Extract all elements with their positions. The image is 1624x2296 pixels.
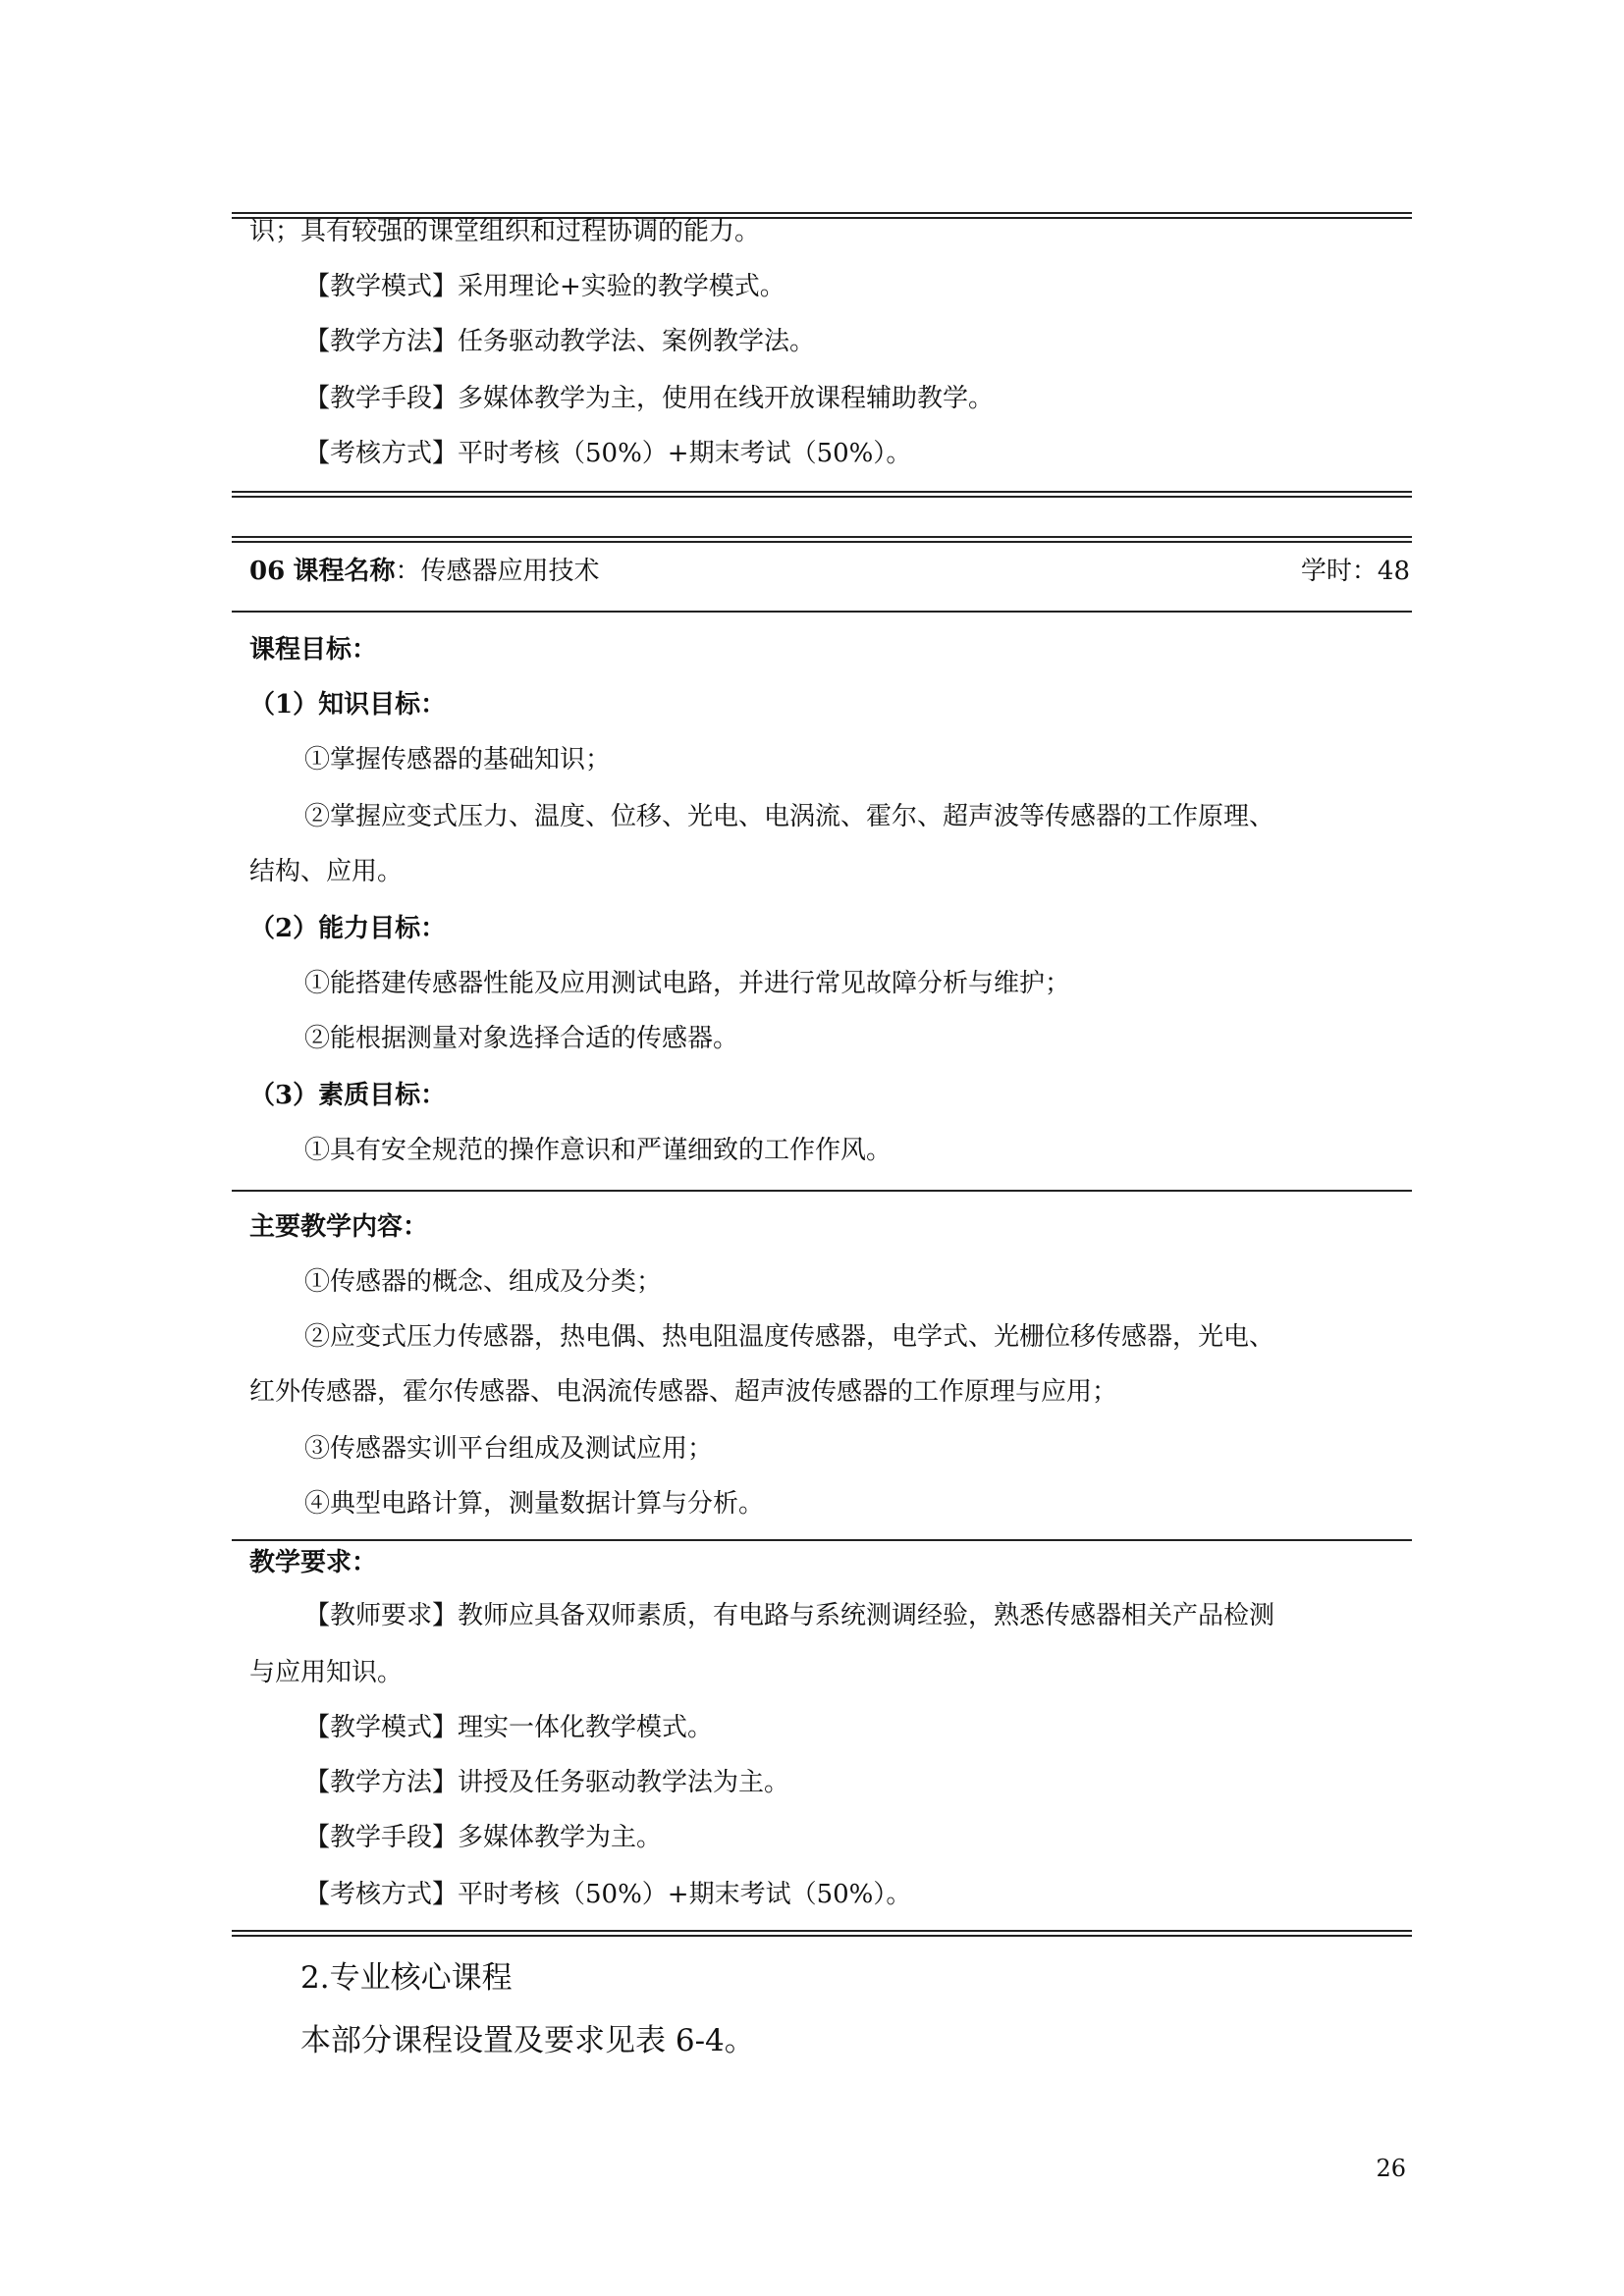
requirement-teaching-method: 【教学方法】讲授及任务驱动教学法为主。 [304,1768,790,1797]
goals-heading: 课程目标： [249,635,378,665]
ability-goals-heading: （2）能力目标： [249,914,447,943]
page-number: 26 [1376,2155,1406,2182]
content-divider [232,1539,1412,1541]
continued-text-line: 识；具有较强的课堂组织和过程协调的能力。 [249,217,761,246]
table-bottom-border [232,491,1412,498]
teaching-means-line: 【教学手段】多媒体教学为主，使用在线开放课程辅助教学。 [304,384,995,413]
course-hours [1301,556,1410,587]
teacher-requirement: 【教师要求】教师应具备双师素质，有电路与系统测调经验，熟悉传感器相关产品检测 [304,1601,1275,1630]
knowledge-goal-1: ①掌握传感器的基础知识； [304,745,612,774]
content-item-2: ②应变式压力传感器，热电偶、热电阻温度传感器，电学式、光栅位移传感器，光电、 [304,1322,1275,1352]
course-name-label: 课程名称 [293,557,396,586]
teaching-method-line: 【教学方法】任务驱动教学法、案例教学法。 [304,327,816,356]
content-heading: 主要教学内容： [249,1212,429,1242]
requirement-teaching-mode: 【教学模式】理实一体化教学模式。 [304,1713,714,1742]
course-table-bottom-border [232,1930,1412,1937]
course-hours-label: 学时： [1300,557,1378,586]
course-table-top-border [232,536,1412,543]
ability-goal-2: ②能根据测量对象选择合适的传感器。 [304,1024,739,1053]
knowledge-goal-2-continued: 结构、应用。 [249,857,404,886]
course-name: 传感器应用技术 [420,557,600,586]
content-item-1: ①传感器的概念、组成及分类； [304,1267,663,1297]
section-heading: 2.专业核心课程 [300,1960,513,1996]
teacher-requirement-continued: 与应用知识。 [249,1658,404,1687]
course-hours-value: 48 [1377,557,1410,586]
knowledge-goals-heading: （1）知识目标： [249,690,447,720]
assessment-line: 【考核方式】平时考核（50%）+期末考试（50%）。 [304,439,912,468]
course-number: 06 [249,557,286,586]
content-item-2-continued: 红外传感器，霍尔传感器、电涡流传感器、超声波传感器的工作原理与应用； [249,1377,1118,1407]
goals-divider [232,1190,1412,1192]
requirement-assessment: 【考核方式】平时考核（50%）+期末考试（50%）。 [304,1880,912,1909]
requirement-teaching-means: 【教学手段】多媒体教学为主。 [304,1823,663,1852]
teaching-mode-line: 【教学模式】采用理论+实验的教学模式。 [304,272,785,301]
course-name-separator: ： [395,557,421,586]
content-item-3: ③传感器实训平台组成及测试应用； [304,1434,714,1464]
content-item-4: ④典型电路计算，测量数据计算与分析。 [304,1489,765,1519]
section-body: 本部分课程设置及要求见表 6-4。 [300,2023,755,2058]
requirements-heading: 教学要求： [249,1548,378,1577]
ability-goal-1: ①能搭建传感器性能及应用测试电路，并进行常见故障分析与维护； [304,969,1071,998]
quality-goals-heading: （3）素质目标： [249,1081,447,1110]
course-title [249,556,600,587]
knowledge-goal-2: ②掌握应变式压力、温度、位移、光电、电涡流、霍尔、超声波等传感器的工作原理、 [304,802,1275,831]
quality-goal-1: ①具有安全规范的操作意识和严谨细致的工作作风。 [304,1136,893,1165]
course-title-divider [232,611,1412,613]
